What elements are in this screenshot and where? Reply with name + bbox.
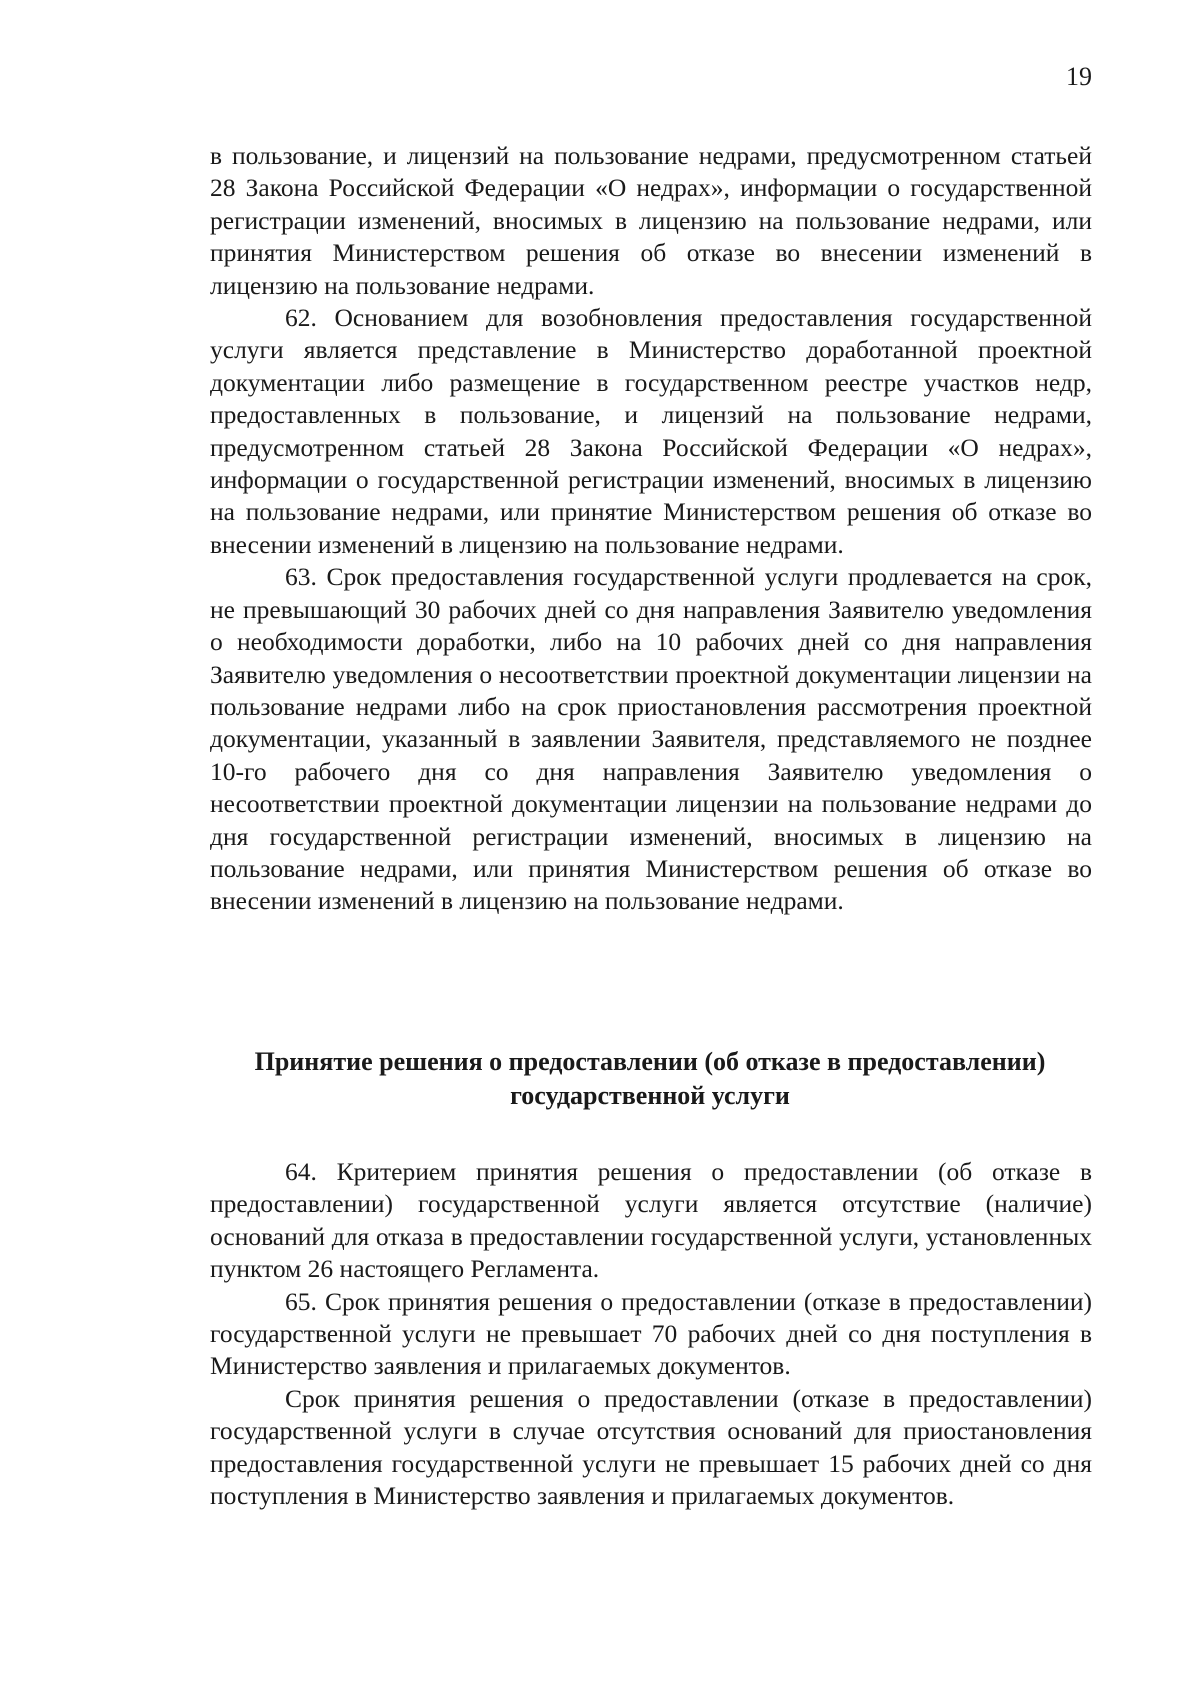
paragraph-62: 62. Основанием для возобновления предоставления государственной услуги является представление в Министерство доработанной проектной документации либо размещение в государственном реестре участков недр, предоставленных в пользование, и лицензий на пользование недрами, предусмотренном статьей 28 Закона Российской Федерации «О недрах», информации о государственной регистрации изменений, вносимых в лицензию на пользование недрами, или принятие Министерством решения об отказе во внесении изменений в лицензию на пользование недрами. — [210, 303, 1092, 559]
section-heading — [180, 1045, 1120, 1113]
body-text-bottom — [210, 1156, 1092, 1512]
section-heading-line-1: Принятие решения о предоставлении (об отказе в предоставлении) — [254, 1047, 1046, 1076]
page-number: 19 — [1066, 62, 1092, 91]
paragraph-65: 65. Срок принятия решения о предоставлении (отказе в предоставлении) государственной услуги не превышает 70 рабочих дней со дня поступления в Министерство заявления и прилагаемых документов. — [210, 1286, 1092, 1381]
section-heading-line-2: государственной услуги — [510, 1081, 790, 1110]
paragraph-63: 63. Срок предоставления государственной услуги продлевается на срок, не превышающий 30 рабочих дней со дня направления Заявителю уведомления о необходимости доработки, либо на 10 рабочих дней со дня направления Заявителю уведомления о несоответствии проектной документации лицензии на пользование недрами либо на срок приостановления рассмотрения проектной документации, указанный в заявлении Заявителя, представляемого не позднее 10-го рабочего дня со дня направления Заявителю уведомления о несоответствии проектной документации лицензии на пользование недрами до дня государственной регистрации изменений, вносимых в лицензию на пользование недрами, или принятия Министерством решения об отказе во внесении изменений в лицензию на пользование недрами. — [210, 562, 1092, 916]
paragraph-64: 64. Критерием принятия решения о предоставлении (об отказе в предоставлении) государственной услуги является отсутствие (наличие) оснований для отказа в предоставлении государственной услуги, установленных пунктом 26 настоящего Регламента. — [210, 1157, 1092, 1284]
paragraph-65-second: Срок принятия решения о предоставлении (отказе в предоставлении) государственной услуги в случае отсутствия оснований для приостановления предоставления государственной услуги не превышает 15 рабочих дней со дня поступления в Министерство заявления и прилагаемых документов. — [210, 1383, 1092, 1511]
body-text-top — [210, 140, 1092, 918]
paragraph-61-continuation: в пользование, и лицензий на пользование недрами, предусмотренном статьей 28 Закона Российской Федерации «О недрах», информации о государственной регистрации изменений, вносимых в лицензию на пользование недрами, или принятия Министерством решения об отказе во внесении изменений в лицензию на пользование недрами. — [210, 141, 1092, 300]
